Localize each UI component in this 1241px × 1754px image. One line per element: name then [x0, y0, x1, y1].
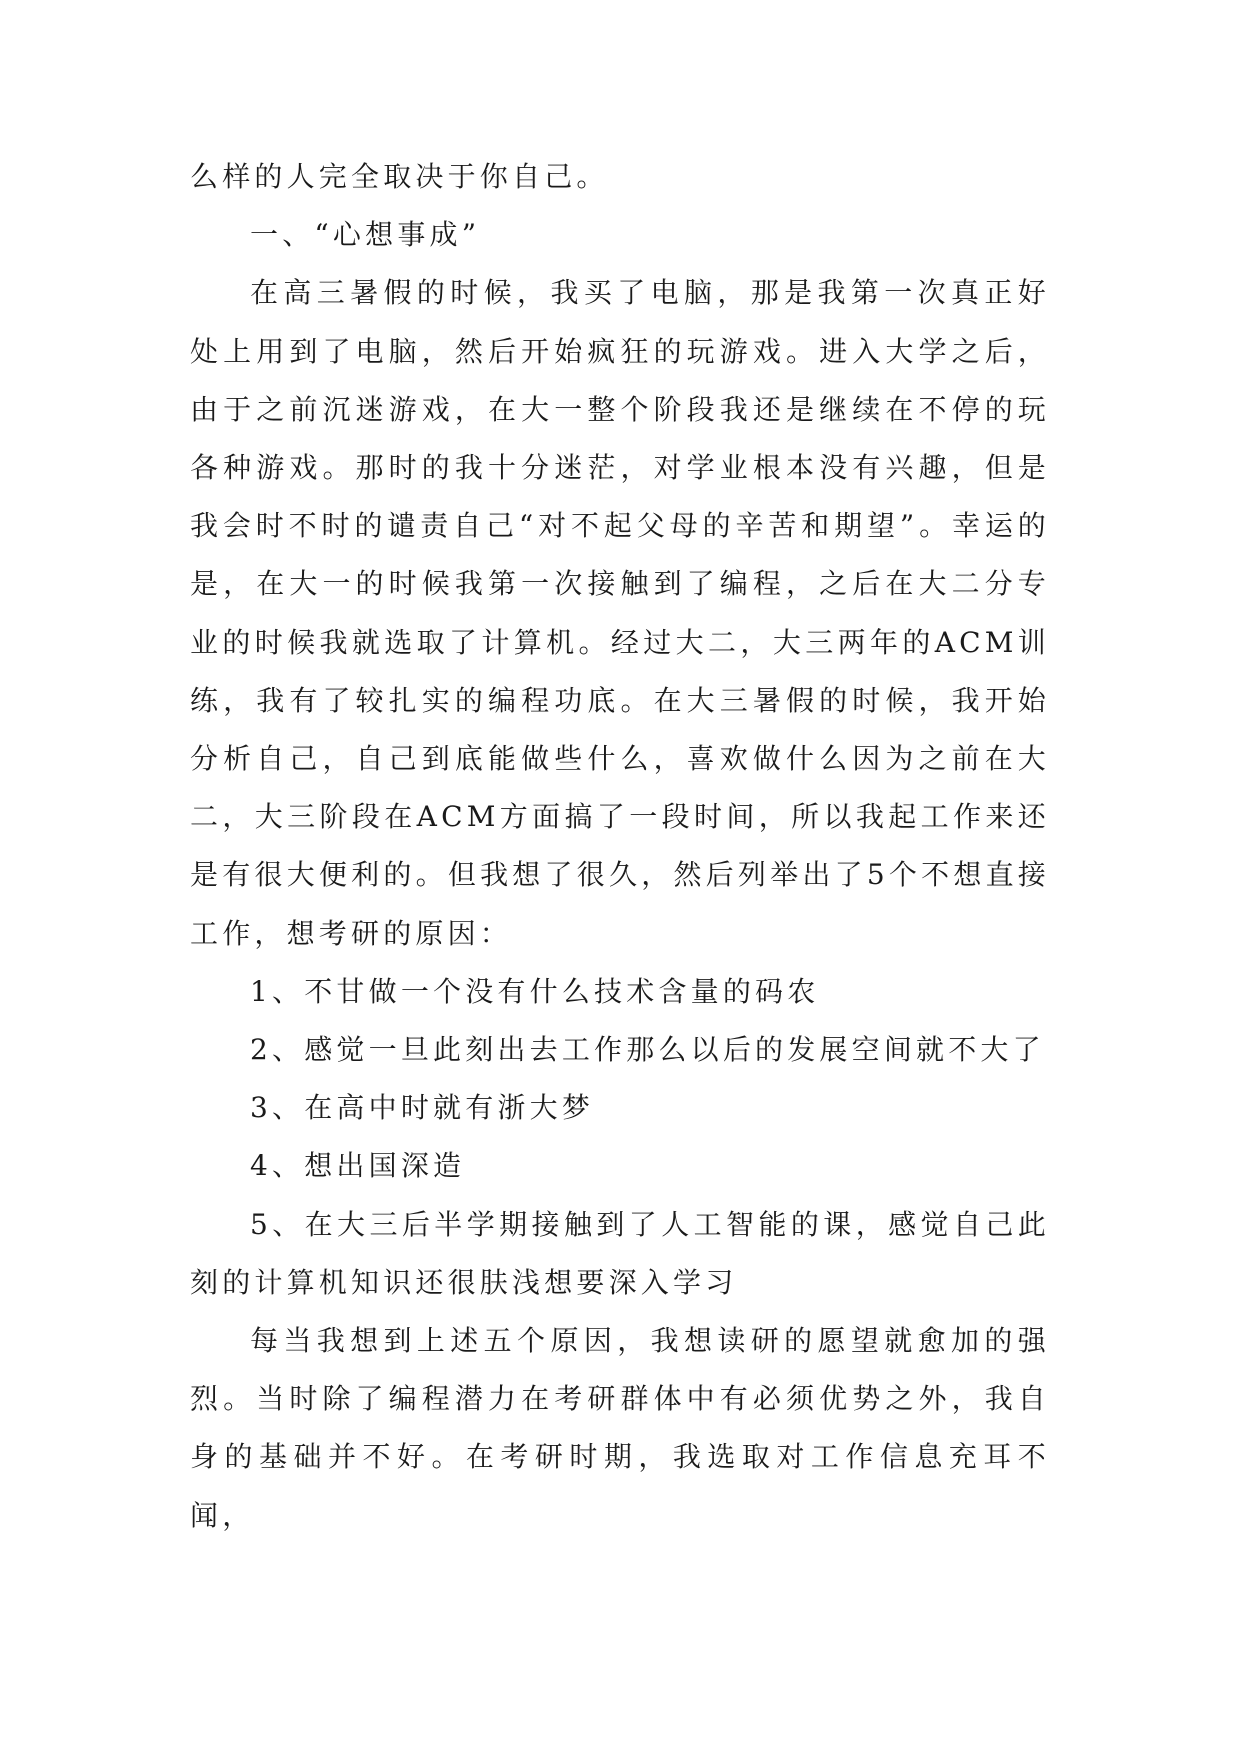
list-item-reason-3: 3、在高中时就有浙大梦: [250, 1091, 595, 1125]
paragraph-continuation: 么样的人完全取决于你自己。: [190, 160, 609, 193]
list-item-reason-2: 2、感觉一旦此刻出去工作那么以后的发展空间就不大了: [250, 1033, 1045, 1067]
section-heading: 一、“心想事成”: [250, 218, 481, 252]
list-item-reason-5: 5、在大三后半学期接触到了人工智能的课，感觉自己此刻的计算机知识还很肤浅想要深入学习: [190, 1207, 1050, 1299]
paragraph-story: 在高三暑假的时候，我买了电脑，那是我第一次真正好处上用到了电脑，然后开始疯狂的玩游戏。进入大学之后，由于之前沉迷游戏，在大一整个阶段我还是继续在不停的玩各种游戏。那时的我十分迷茫，对学业根本没有兴趣，但是我会时不时的谴责自己“对不起父母的辛苦和期望”。幸运的是，在大一的时候我第一次接触到了编程，之后在大二分专业的时候我就选取了计算机。经过大二，大三两年的ACM训练，我有了较扎实的编程功底。在大三暑假的时候，我开始分析自己，自己到底能做些什么，喜欢做什么因为之前在大二，大三阶段在ACM方面搞了一段时间，所以我起工作来还是有很大便利的。但我想了很久，然后列举出了5个不想直接工作，想考研的原因：: [190, 276, 1050, 950]
paragraph-conclusion: 每当我想到上述五个原因，我想读研的愿望就愈加的强烈。当时除了编程潜力在考研群体中有必须优势之外，我自身的基础并不好。在考研时期，我选取对工作信息充耳不闻，: [190, 1324, 1050, 1532]
list-item-reason-4: 4、想出国深造: [250, 1149, 466, 1183]
list-item-reason-1: 1、不甘做一个没有什么技术含量的码农: [250, 974, 820, 1008]
document-page: [190, 148, 1050, 1545]
